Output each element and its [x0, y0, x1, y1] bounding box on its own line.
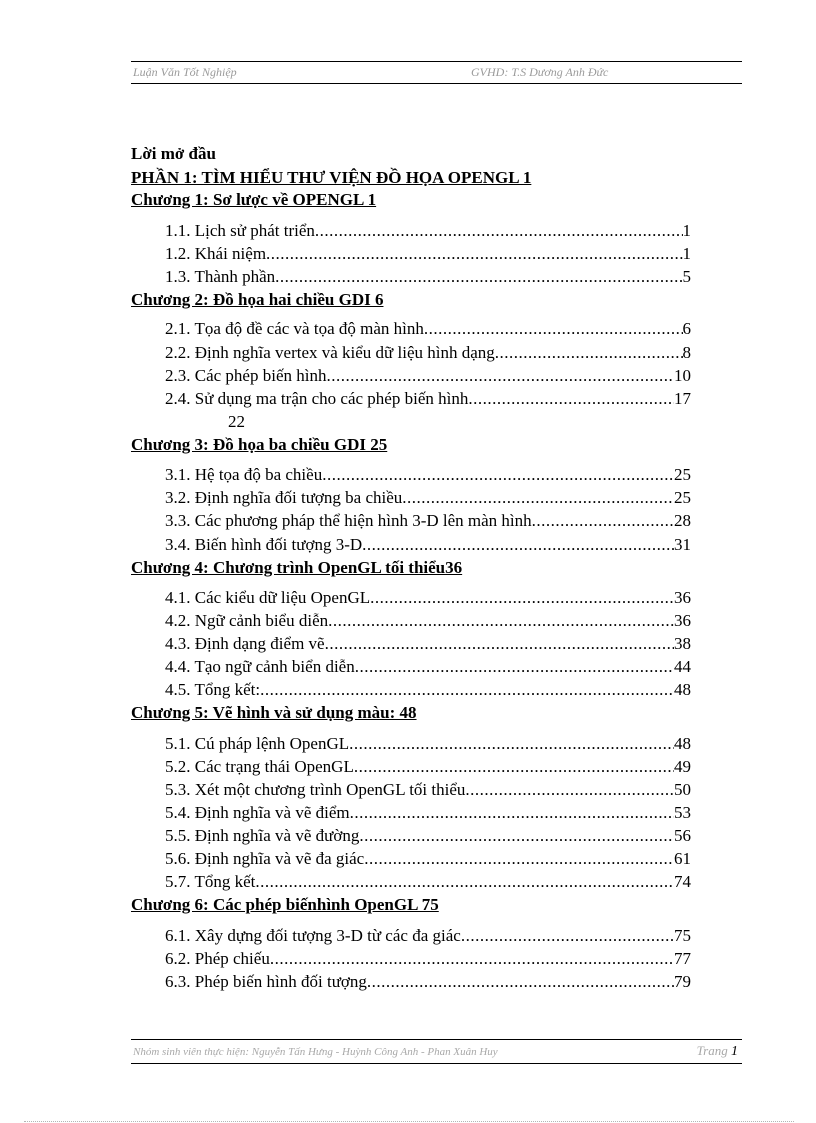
toc-entry-title: 5.3. Xét một chương trình OpenGL tối thiểu: [165, 780, 466, 799]
chapter-heading: Chương 1: Sơ lược về OPENGL 1: [131, 190, 377, 209]
toc-entry: [165, 849, 691, 873]
leader-dots: [402, 488, 674, 508]
leader-dots: [266, 244, 682, 264]
toc-entry: [165, 511, 691, 535]
toc-entry-page: 28: [674, 511, 691, 530]
page-bottom-dotted-edge: [24, 1121, 794, 1122]
toc-entry: [165, 343, 691, 367]
leader-dots: [328, 611, 674, 631]
toc-entry-title: 6.3. Phép biến hình đối tượng: [165, 972, 367, 991]
toc-entry-title: 4.4. Tạo ngữ cảnh biển diễn: [165, 657, 355, 676]
toc-entry-page: 25: [674, 488, 691, 507]
toc-entry: [165, 634, 691, 658]
chapter-heading: Chương 6: Các phép biếnhình OpenGL 75: [131, 895, 439, 914]
footer-bottom-rule: [131, 1063, 742, 1064]
toc-entry-page: 48: [674, 734, 691, 753]
footer-authors: Nhóm sinh viên thực hiện: Nguyễn Tấn Hưng - Huỳnh Công Anh - Phan Xuân Huy: [133, 1046, 498, 1058]
page-number: 1: [731, 1044, 738, 1059]
continuation-page: 22: [228, 412, 245, 431]
chapter-heading: Chương 3: Đồ họa ba chiều GDI 25: [131, 435, 388, 454]
leader-dots: [532, 511, 674, 531]
toc-entry-title: 3.3. Các phương pháp thể hiện hình 3-D lên màn hình: [165, 511, 532, 530]
toc-entry-title: 3.1. Hệ tọa độ ba chiều: [165, 465, 323, 484]
toc-entry: [165, 221, 691, 245]
toc-entry: [165, 972, 691, 996]
leader-dots: [461, 926, 674, 946]
leader-dots: [424, 319, 683, 339]
toc-entry-title: 1.2. Khái niệm: [165, 244, 267, 263]
toc-entry-title: 5.7. Tổng kết: [165, 872, 256, 891]
header-thesis-title: Luận Văn Tốt Nghiệp: [133, 65, 237, 79]
toc-entry-title: 6.1. Xây dựng đối tượng 3-D từ các đa giác: [165, 926, 461, 945]
toc-entry-page: 31: [674, 535, 691, 554]
toc-entry-title: 4.1. Các kiểu dữ liệu OpenGL: [165, 588, 371, 607]
toc-entry-page: 79: [674, 972, 691, 991]
toc-entry-title: 3.2. Định nghĩa đối tượng ba chiều: [165, 488, 403, 507]
chapter-heading: Chương 4: Chương trình OpenGL tối thiểu36: [131, 558, 463, 577]
toc-entry-page: 6: [682, 319, 691, 338]
toc-entry: [165, 757, 691, 781]
toc-entry-page: 10: [674, 366, 691, 385]
toc-entry-title: 2.2. Định nghĩa vertex và kiểu dữ liệu hình dạng: [165, 343, 495, 362]
part-heading: PHẦN 1: TÌM HIỂU THƯ VIỆN ĐỒ HỌA OPENGL 1: [131, 168, 532, 187]
toc-entry-title: 2.1. Tọa độ đề các và tọa độ màn hình: [165, 319, 424, 338]
toc-entry: [165, 389, 691, 413]
leader-dots: [468, 389, 674, 409]
toc-entry-title: 1.3. Thành phần: [165, 267, 276, 286]
leader-dots: [370, 588, 674, 608]
toc-entry-title: 4.2. Ngữ cảnh biểu diễn: [165, 611, 329, 630]
toc-entry-page: 36: [674, 588, 691, 607]
toc-entry-page: 74: [674, 872, 691, 891]
toc-entry: [165, 535, 691, 559]
toc-entry-page: 5: [682, 267, 691, 286]
leader-dots: [355, 657, 674, 677]
toc-entry: [165, 611, 691, 635]
leader-dots: [465, 780, 674, 800]
leader-dots: [367, 972, 674, 992]
toc-entry: [165, 803, 691, 827]
header-bottom-rule: [131, 83, 742, 84]
leader-dots: [326, 366, 674, 386]
leader-dots: [349, 734, 674, 754]
toc-entry-title: 2.3. Các phép biến hình: [165, 366, 327, 385]
toc-entry-title: 2.4. Sử dụng ma trận cho các phép biến hình: [165, 389, 469, 408]
toc-entry: [165, 734, 691, 758]
toc-entry-title: 3.4. Biến hình đối tượng 3-D: [165, 535, 363, 554]
toc-entry-title: 4.5. Tổng kết:: [165, 680, 261, 699]
toc-entry-title: 5.4. Định nghĩa và vẽ điểm: [165, 803, 350, 822]
header-advisor: GVHD: T.S Dương Anh Đức: [471, 65, 609, 79]
leader-dots: [362, 535, 674, 555]
toc-entry: [165, 872, 691, 896]
toc-entry-page: 53: [674, 803, 691, 822]
toc-entry-title: 5.5. Định nghĩa và vẽ đường: [165, 826, 360, 845]
toc-entry-page: 38: [674, 634, 691, 653]
leader-dots: [325, 634, 674, 654]
toc-entry: [165, 488, 691, 512]
toc-entry-title: 6.2. Phép chiếu: [165, 949, 270, 968]
footer-page-number: [697, 1043, 738, 1060]
leader-dots: [270, 949, 674, 969]
toc-entry: [165, 366, 691, 390]
header-top-rule: [131, 61, 742, 62]
toc-entry-title: 5.2. Các trạng thái OpenGL: [165, 757, 354, 776]
leader-dots: [354, 757, 674, 777]
toc-entry: [165, 465, 691, 489]
toc-entry-page: 1: [682, 221, 691, 240]
leader-dots: [322, 465, 674, 485]
toc-entry-page: 1: [682, 244, 691, 263]
toc-entry: [165, 657, 691, 681]
toc-entry-page: 8: [682, 343, 691, 362]
intro-heading: Lời mở đầu: [131, 144, 216, 163]
toc-entry-page: 17: [674, 389, 691, 408]
toc-entry-page: 61: [674, 849, 691, 868]
leader-dots: [275, 267, 682, 287]
leader-dots: [359, 826, 674, 846]
toc-entry: [165, 826, 691, 850]
toc-entry-page: 44: [674, 657, 691, 676]
leader-dots: [350, 803, 674, 823]
leader-dots: [364, 849, 674, 869]
toc-entry: [165, 267, 691, 291]
chapter-heading: Chương 5: Vẽ hình và sử dụng màu: 48: [131, 703, 417, 722]
toc-entry-title: 1.1. Lịch sử phát triển: [165, 221, 315, 240]
toc-entry: [165, 780, 691, 804]
toc-entry: [165, 244, 691, 268]
toc-entry-page: 36: [674, 611, 691, 630]
page-footer: [131, 1043, 742, 1063]
toc-entry-title: 5.1. Cú pháp lệnh OpenGL: [165, 734, 350, 753]
toc-entry: [165, 319, 691, 343]
toc-entry-page: 25: [674, 465, 691, 484]
footer-page-label: Trang: [696, 1043, 728, 1058]
leader-dots: [315, 221, 683, 241]
toc-entry-page: 75: [674, 926, 691, 945]
toc-entry-title: 4.3. Định dạng điểm vẽ: [165, 634, 325, 653]
footer-top-rule: [131, 1039, 742, 1040]
toc-entry: [165, 949, 691, 973]
page-header: [131, 65, 742, 83]
chapter-heading: Chương 2: Đồ họa hai chiều GDI 6: [131, 290, 384, 309]
leader-dots: [495, 343, 683, 363]
toc-entry-page: 56: [674, 826, 691, 845]
toc-entry-page: 77: [674, 949, 691, 968]
toc-entry-title: 5.6. Định nghĩa và vẽ đa giác: [165, 849, 365, 868]
toc-entry-page: 50: [674, 780, 691, 799]
toc-entry-page: 49: [674, 757, 691, 776]
toc-entry: [165, 680, 691, 704]
leader-dots: [260, 680, 674, 700]
toc-entry: [165, 588, 691, 612]
toc-entry-page: 48: [674, 680, 691, 699]
leader-dots: [255, 872, 674, 892]
toc-entry: [165, 926, 691, 950]
